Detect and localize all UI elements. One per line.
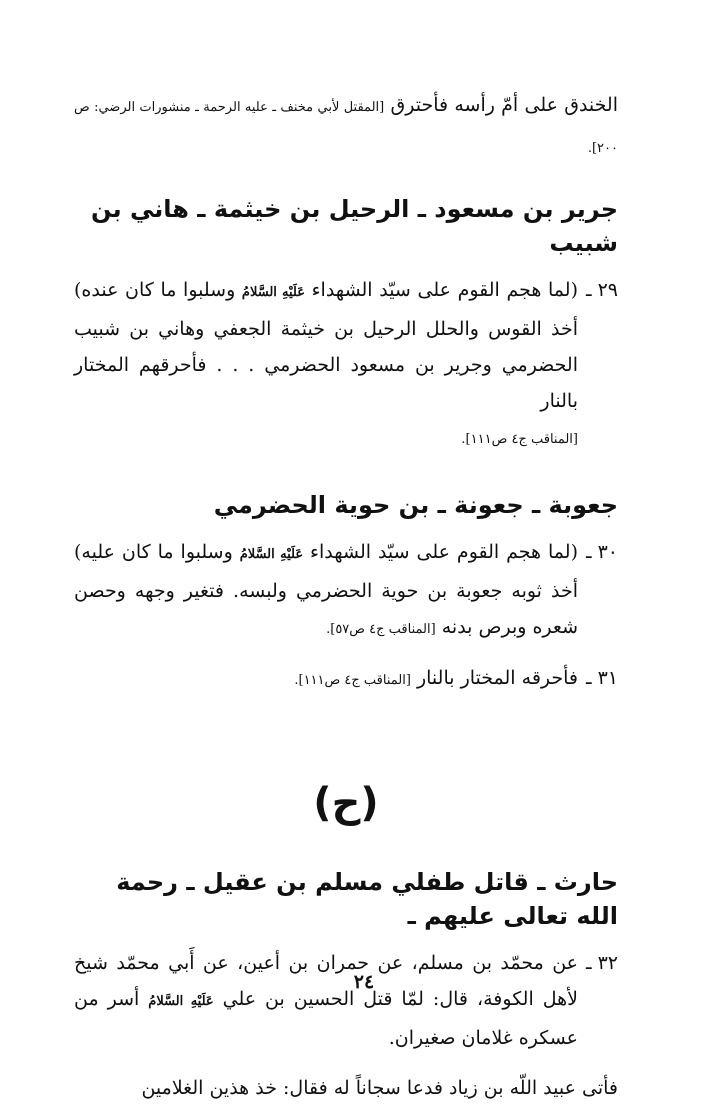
entry-reference: [المناقب ج٤ ص٥٧]. xyxy=(326,622,436,637)
entry-reference: [المناقب ج٤ ص١١١]. xyxy=(294,673,411,688)
entry-30 xyxy=(74,534,618,648)
intro-text: الخندق على أمّ رأسه فأحترق xyxy=(390,94,618,116)
entry-number: ٣١ ـ xyxy=(585,667,618,689)
entry-reference: [المناقب ج٤ ص١١١]. xyxy=(461,432,578,447)
entry-body xyxy=(74,272,578,458)
salam-honorific: عَلَيْهِ السَّلامُ xyxy=(241,285,305,300)
entry-text: فأحرقه المختار بالنار xyxy=(416,667,578,689)
entry-number: ٣٢ ـ xyxy=(585,952,618,974)
entry-number: ٣٠ ـ xyxy=(585,541,618,563)
section-title-harith: حارث ـ قاتل طفلي مسلم بن عقيل ـ رحمة الله تعالى عليهم ـ xyxy=(116,868,618,930)
entry-body xyxy=(74,534,578,648)
entry-text: أسر من عسكره غلامان صغيران. xyxy=(74,988,578,1049)
entry-body xyxy=(74,945,578,1056)
entry-text: (لما هجم القوم على سيّد الشهداء xyxy=(311,279,578,301)
section-title-jarir: جرير بن مسعود ـ الرحيل بن خيثمة ـ هاني بن شبيب xyxy=(91,195,618,257)
intro-reference: [المقتل لأبي مخنف ـ عليه الرحمة ـ منشورات الرضي: ص ٢٠٠]. xyxy=(74,100,618,156)
salam-honorific: عَلَيْهِ السَّلامُ xyxy=(239,547,304,562)
page-number: ٢٤ xyxy=(353,971,375,993)
entry-text: وسلبوا ما كان عنده) أخذ القوس والحلل الرحيل بن خيثمة الجعفي وهاني بن شبيب الحضرمي وجرير بن مسعود الحضرمي . . . فأحرقهم المختار بالنار xyxy=(74,279,578,412)
section-letter-ha: (ح) xyxy=(313,780,379,826)
entry-text: وسلبوا ما كان عليه) أخذ ثوبه جعوبة بن حوية الحضرمي ولبسه. فتغير وجهه وحصن شعره وبرص بدنه xyxy=(74,541,578,638)
entry-body xyxy=(74,660,578,699)
paragraph: فأتى عبيد اللّه بن زياد فدعا سجاناً له فقال: خذ هذين الغلامين xyxy=(141,1077,618,1099)
entry-text: (لما هجم القوم على سيّد الشهداء xyxy=(310,541,578,563)
salam-honorific: عَلَيْهِ السَّلامُ xyxy=(148,994,214,1009)
page-content xyxy=(74,86,618,1099)
entry-31 xyxy=(74,660,618,699)
section-title-jaawba: جعوبة ـ جعونة ـ بن حوية الحضرمي xyxy=(213,491,618,519)
entry-32 xyxy=(74,945,618,1056)
entry-text: عن محمّد بن مسلم، عن حمران بن أعين، عن أَبي محمّد شيخ لأهل الكوفة، قال: لمّا قتل الحسين بن علي xyxy=(74,952,578,1010)
intro-paragraph xyxy=(74,86,618,168)
entry-number: ٢٩ ـ xyxy=(585,279,618,301)
entry-29 xyxy=(74,272,618,458)
